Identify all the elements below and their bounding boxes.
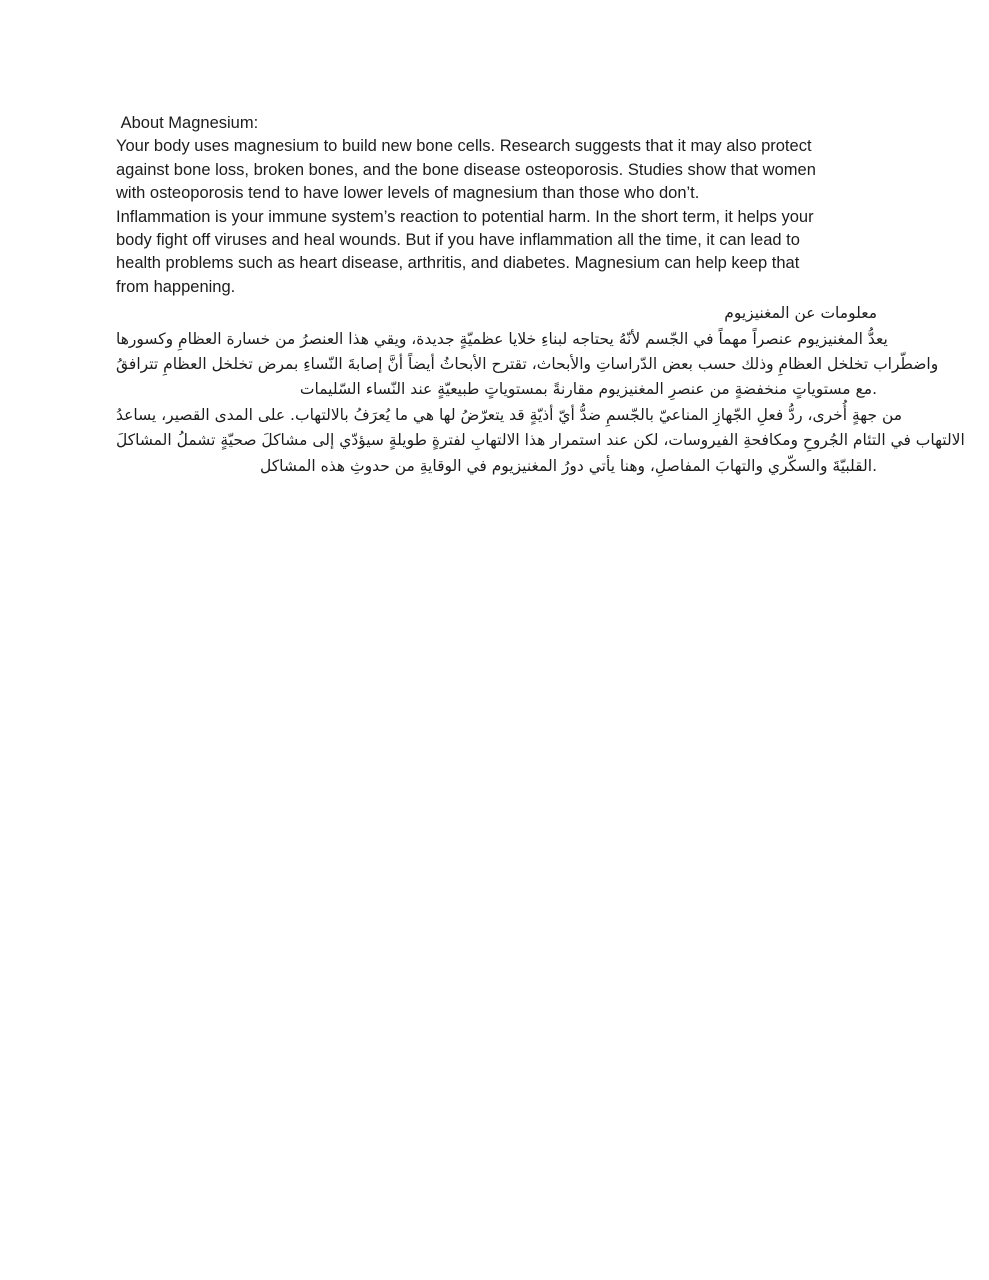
arabic-paragraph-line: يعدُّ المغنيزيوم عنصراً مهماً في الجّسم لأنّهُ يحتاجه لبناءِ خلايا عظميّةٍ جديدة، ويقي هذا العنصرُ من خسارة العظامِ وكسورها xyxy=(116,329,888,348)
english-paragraph-line: Inflammation is your immune system’s reaction to potential harm. In the short term, it helps your xyxy=(116,207,814,226)
arabic-paragraph-line: واضطّراب تخلخل العظامِ وذلك حسب بعض الدّراساتِ والأبحاث، تقترح الأبحاثُ أيضاً أنَّ إصابةَ النّساءِ بمرض تخلخل العظامِ تترافقُ xyxy=(116,355,939,374)
english-paragraph-line: from happening. xyxy=(116,277,236,296)
english-paragraph-line: Your body uses magnesium to build new bone cells. Research suggests that it may also protect xyxy=(116,137,812,156)
arabic-paragraph-line: القلبيّةَ والسكّري والتهابَ المفاصلِ، وهنا يأتي دورُ المغنيزيوم في الوقايةِ من حدوثِ هذه المشاكل. xyxy=(260,456,877,475)
arabic-heading: معلومات عن المغنيزيوم xyxy=(724,304,877,323)
english-paragraph-line: against bone loss, broken bones, and the bone disease osteoporosis. Studies show that women xyxy=(116,160,816,179)
english-section xyxy=(116,112,877,299)
english-paragraph-line: health problems such as heart disease, arthritis, and diabetes. Magnesium can help keep that xyxy=(116,254,800,273)
document-content xyxy=(116,112,965,479)
english-paragraph-line: with osteoporosis tend to have lower levels of magnesium than those who don’t. xyxy=(116,184,700,203)
arabic-paragraph-line: من جهةٍ أُخرى، ردُّ فعلِ الجّهازِ المناعيّ بالجّسمِ ضدُّ أيّ أذيّةٍ قد يتعرّضُ لها هي ما يُعرَفُ بالالتهاب. على المدى القصير، يساعدُ xyxy=(116,405,903,424)
english-paragraph-line: body fight off viruses and heal wounds. But if you have inflammation all the time, it can lead to xyxy=(116,231,800,250)
arabic-paragraph-line: مع مستوياتٍ منخفضةٍ من عنصرِ المغنيزيوم مقارنةً بمستوياتٍ طبيعيّةٍ عند النّساء السّليمات. xyxy=(299,380,877,399)
arabic-section xyxy=(116,301,965,479)
arabic-paragraph-line: الالتهاب في التئام الجُروحِ ومكافحةِ الفيروسات، لكن عند استمرار هذا الالتهابِ لفترةٍ طويلةٍ سيؤدّي إلى مشاكلَ صحيّةٍ تشملُ المشاكلَ xyxy=(116,431,965,450)
english-heading: About Magnesium: xyxy=(116,114,259,132)
